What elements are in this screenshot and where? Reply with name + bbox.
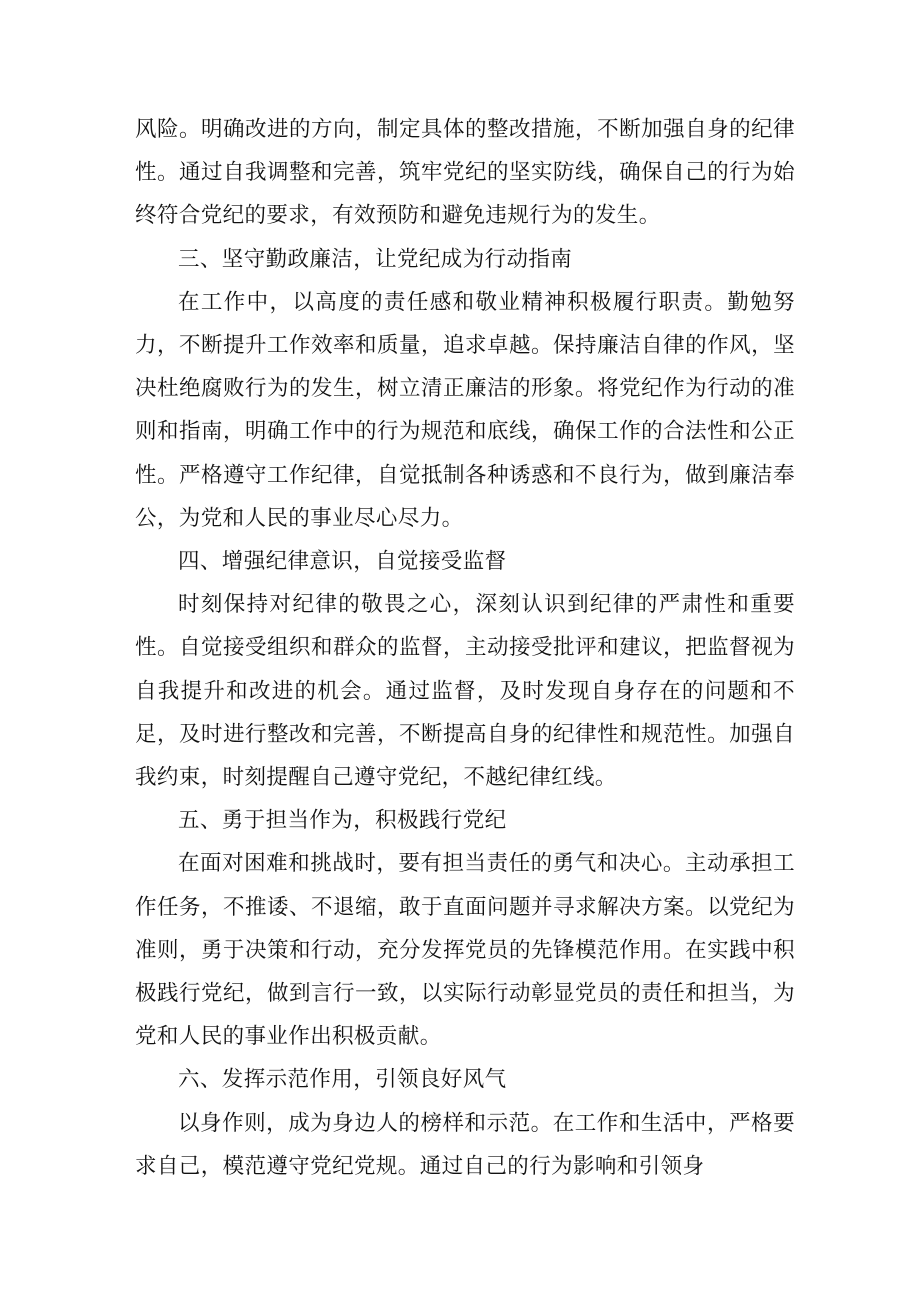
paragraph-section-4: 时刻保持对纪律的敬畏之心，深刻认识到纪律的严肃性和重要性。自觉接受组织和群众的监督，主动接受批评和建议，把监督视为自我提升和改进的机会。通过监督，及时发现自身存在的问题和不足，及时进行整改和完善，不断提高自身的纪律性和规范性。加强自我约束，时刻提醒自己遵守党纪，不越纪律红线。 [135, 592, 795, 791]
paragraph-continuation: 风险。明确改进的方向，制定具体的整改措施，不断加强自身的纪律性。通过自我调整和完善，筑牢党纪的坚实防线，确保自己的行为始终符合党纪的要求，有效预防和避免违规行为的发生。 [135, 117, 795, 229]
section-heading-4: 四、增强纪律意识，自觉接受监督 [178, 549, 507, 575]
paragraph-section-6: 以身作则，成为身边人的榜样和示范。在工作和生活中，严格要求自己，模范遵守党纪党规。通过自己的行为影响和引领身 [135, 1110, 795, 1179]
paragraph-section-3: 在工作中，以高度的责任感和敬业精神积极履行职责。勤勉努力，不断提升工作效率和质量，追求卓越。保持廉洁自律的作风，坚决杜绝腐败行为的发生，树立清正廉洁的形象。将党纪作为行动的准则和指南，明确工作中的行为规范和底线，确保工作的合法性和公正性。严格遵守工作纪律，自觉抵制各种诱惑和不良行为，做到廉洁奉公，为党和人民的事业尽心尽力。 [135, 289, 795, 531]
paragraph-section-5: 在面对困难和挑战时，要有担当责任的勇气和决心。主动承担工作任务，不推诿、不退缩，敢于直面问题并寻求解决方案。以党纪为准则，勇于决策和行动，充分发挥党员的先锋模范作用。在实践中积极践行党纪，做到言行一致，以实际行动彰显党员的责任和担当，为党和人民的事业作出积极贡献。 [135, 851, 795, 1050]
document-body [135, 108, 795, 1188]
section-heading-5: 五、勇于担当作为，积极践行党纪 [178, 808, 507, 834]
section-heading-3: 三、坚守勤政廉洁，让党纪成为行动指南 [178, 246, 573, 272]
section-heading-6: 六、发挥示范作用，引领良好风气 [178, 1067, 507, 1093]
